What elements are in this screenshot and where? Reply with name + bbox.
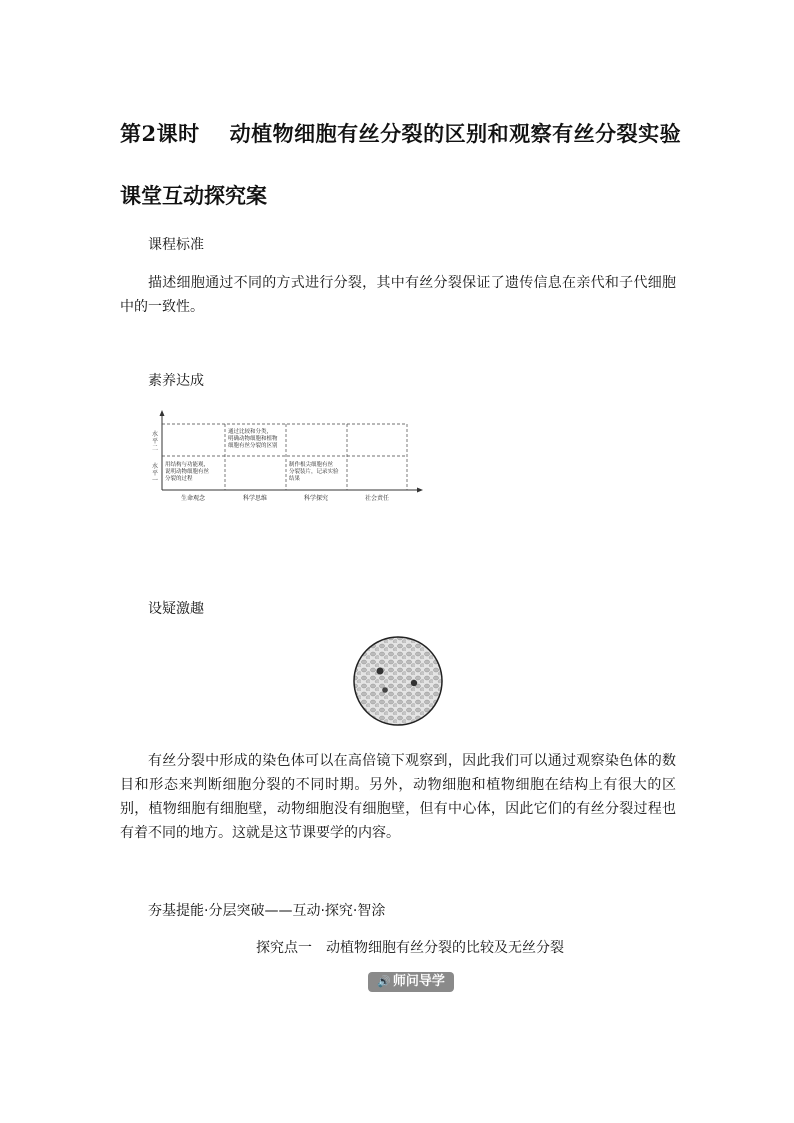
row-label-level1-3: 一 — [151, 477, 159, 484]
cell-texture — [352, 635, 444, 727]
dividing-cell — [377, 668, 384, 675]
literacy-heading: 素养达成 — [148, 373, 204, 389]
diagram-grid — [162, 424, 407, 490]
row-label-level1-2: 平 — [151, 470, 159, 477]
col-label-inquiry: 科学探究 — [303, 495, 329, 502]
cell-level1-life-line3: 分裂的过程 — [165, 476, 193, 482]
lesson-number: 第2课时 — [120, 121, 200, 146]
dividing-cell — [382, 687, 388, 693]
x-axis-arrow — [417, 488, 423, 493]
lesson-topic: 动植物细胞有丝分裂的区别和观察有丝分裂实验 — [229, 121, 682, 146]
row-label-level2-2: 平 — [151, 438, 159, 445]
section-heading: 夯基提能·分层突破——互动·探究·智涂 — [148, 903, 386, 919]
cell-level1-life-line1: 用结构与功能观， — [165, 462, 210, 468]
literacy-diagram — [145, 408, 425, 508]
lesson-subtitle: 课堂互动探究案 — [120, 183, 267, 208]
dividing-cell — [411, 680, 417, 686]
cell-level2-thinking-line3: 细胞有丝分裂的区别 — [228, 443, 278, 449]
cell-level1-life-line2: 说明动物细胞有丝 — [165, 469, 210, 475]
standard-text: 描述细胞通过不同的方式进行分裂，其中有丝分裂保证了遗传信息在亲代和子代细胞中的一致性。 — [120, 275, 676, 315]
intro-heading: 设疑激趣 — [148, 601, 204, 617]
row-label-level2-1: 水 — [151, 431, 159, 438]
lesson-title — [120, 118, 681, 148]
standard-heading: 课程标准 — [148, 237, 204, 253]
teacher-guide-badge — [368, 972, 454, 992]
speaker-icon: 🔊 — [377, 975, 391, 988]
cell-level1-inquiry-line1: 制作根尖细胞有丝 — [289, 462, 334, 468]
cell-level1-inquiry-line3: 结果 — [289, 476, 301, 482]
inquiry-point-title: 探究点一 动植物细胞有丝分裂的比较及无丝分裂 — [256, 940, 564, 956]
col-label-thinking: 科学思维 — [242, 495, 268, 502]
intro-text: 有丝分裂中形成的染色体可以在高倍镜下观察到，因此我们可以通过观察染色体的数目和形态来判断细胞分裂的不同时期。另外，动物细胞和植物细胞在结构上有很大的区别，植物细胞有细胞壁，动物细胞没有细胞壁，但有中心体，因此它们的有丝分裂过程也有着不同的地方。这就是这节课要学的内容。 — [120, 753, 676, 841]
row-label-level2-3: 二 — [151, 445, 159, 452]
badge-label: 师问导学 — [392, 974, 445, 989]
cell-level2-thinking-line1: 通过比较和分类， — [228, 429, 273, 435]
col-label-life: 生命观念 — [180, 495, 206, 502]
y-axis-arrow — [160, 410, 165, 416]
cell-level1-inquiry-line2: 分裂装片，记录实验 — [289, 469, 339, 475]
microscope-image — [352, 635, 444, 727]
cell-level2-thinking-line2: 明确动物细胞和植物 — [228, 436, 278, 442]
col-label-responsibility: 社会责任 — [364, 495, 390, 502]
row-label-level1-1: 水 — [151, 463, 159, 470]
